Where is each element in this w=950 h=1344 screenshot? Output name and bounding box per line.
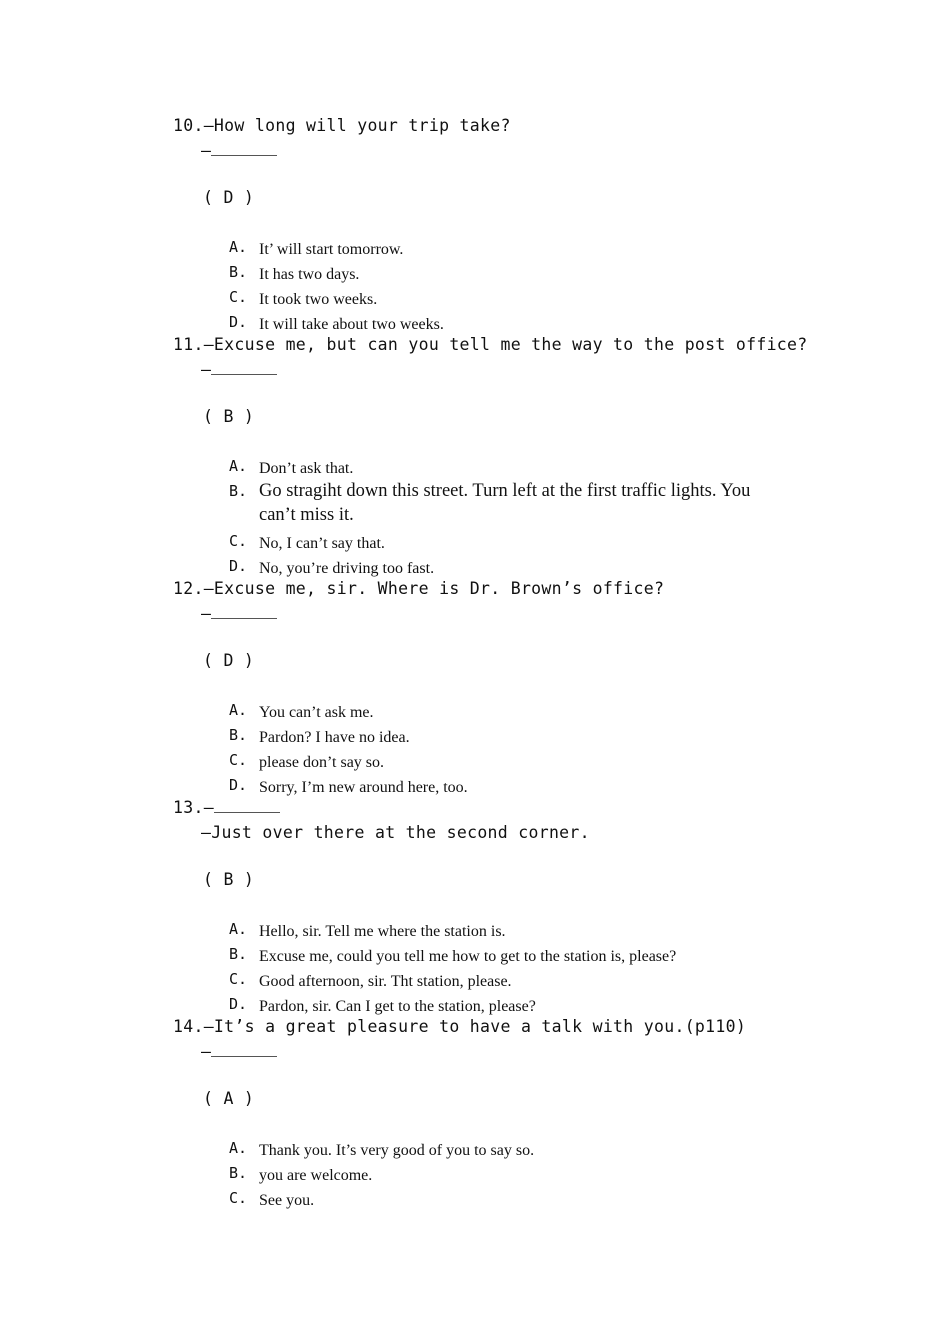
option-text: Go stragiht down this street. Turn left at the first traffic lights. You can’t miss it. xyxy=(259,481,751,525)
option-letter: A. xyxy=(229,457,248,475)
option-letter: B. xyxy=(229,263,248,281)
option-letter: B. xyxy=(229,482,248,500)
question-11-prompt: 11.—Excuse me, but can you tell me the way to the post office? xyxy=(173,335,808,354)
option-text: you are welcome. xyxy=(259,1167,373,1184)
question-12-prompt: 12.—Excuse me, sir. Where is Dr. Brown’s office? xyxy=(173,579,665,598)
option-text: Good afternoon, sir. Tht station, please. xyxy=(259,973,512,990)
option-letter: A. xyxy=(229,1139,248,1157)
option-letter: A. xyxy=(229,920,248,938)
option-letter: D. xyxy=(229,995,248,1013)
option-letter: B. xyxy=(229,945,248,963)
question-11-reply: — xyxy=(201,360,277,379)
answer-blank xyxy=(214,798,280,813)
answer-blank xyxy=(211,360,277,375)
option-text: Thank you. It’s very good of you to say so. xyxy=(259,1142,535,1159)
question-10-prompt: 10.—How long will your trip take? xyxy=(173,116,511,135)
option-text: No, you’re driving too fast. xyxy=(259,560,435,577)
question-13-reply: —Just over there at the second corner. xyxy=(201,823,590,842)
question-10-reply: — xyxy=(201,141,277,160)
option-text: Pardon? I have no idea. xyxy=(259,729,410,746)
question-14-reply: — xyxy=(201,1042,277,1061)
option-text: It will take about two weeks. xyxy=(259,316,444,333)
option-text: It has two days. xyxy=(259,266,360,283)
option-text: You can’t ask me. xyxy=(259,704,374,721)
question-11-answer: ( B ) xyxy=(203,407,255,426)
option-letter: B. xyxy=(229,726,248,744)
answer-blank xyxy=(211,141,277,156)
question-13-prompt: 13.— xyxy=(173,798,280,817)
option-letter: C. xyxy=(229,288,248,306)
question-14-prompt: 14.—It’s a great pleasure to have a talk with you.(p110) xyxy=(173,1017,747,1036)
option-letter: A. xyxy=(229,238,248,256)
option-letter: D. xyxy=(229,313,248,331)
question-12-answer: ( D ) xyxy=(203,651,255,670)
option-text: Excuse me, could you tell me how to get to the station is, please? xyxy=(259,948,677,965)
option-text: Pardon, sir. Can I get to the station, please? xyxy=(259,998,536,1015)
option-letter: D. xyxy=(229,557,248,575)
option-letter: A. xyxy=(229,701,248,719)
option-text: please don’t say so. xyxy=(259,754,385,771)
option-letter: D. xyxy=(229,776,248,794)
option-text: No, I can’t say that. xyxy=(259,535,385,552)
question-14-answer: ( A ) xyxy=(203,1089,255,1108)
option-letter: B. xyxy=(229,1164,248,1182)
option-text: Sorry, I’m new around here, too. xyxy=(259,779,468,796)
question-13-answer: ( B ) xyxy=(203,870,255,889)
option-text: Hello, sir. Tell me where the station is. xyxy=(259,923,506,940)
option-text: It took two weeks. xyxy=(259,291,378,308)
option-letter: C. xyxy=(229,751,248,769)
answer-blank xyxy=(211,1042,277,1057)
option-letter: C. xyxy=(229,1189,248,1207)
option-letter: C. xyxy=(229,970,248,988)
option-letter: C. xyxy=(229,532,248,550)
option-text: Don’t ask that. xyxy=(259,460,354,477)
option-text: See you. xyxy=(259,1192,315,1209)
answer-blank xyxy=(211,604,277,619)
question-10-answer: ( D ) xyxy=(203,188,255,207)
question-12-reply: — xyxy=(201,604,277,623)
option-text: It’ will start tomorrow. xyxy=(259,241,404,258)
